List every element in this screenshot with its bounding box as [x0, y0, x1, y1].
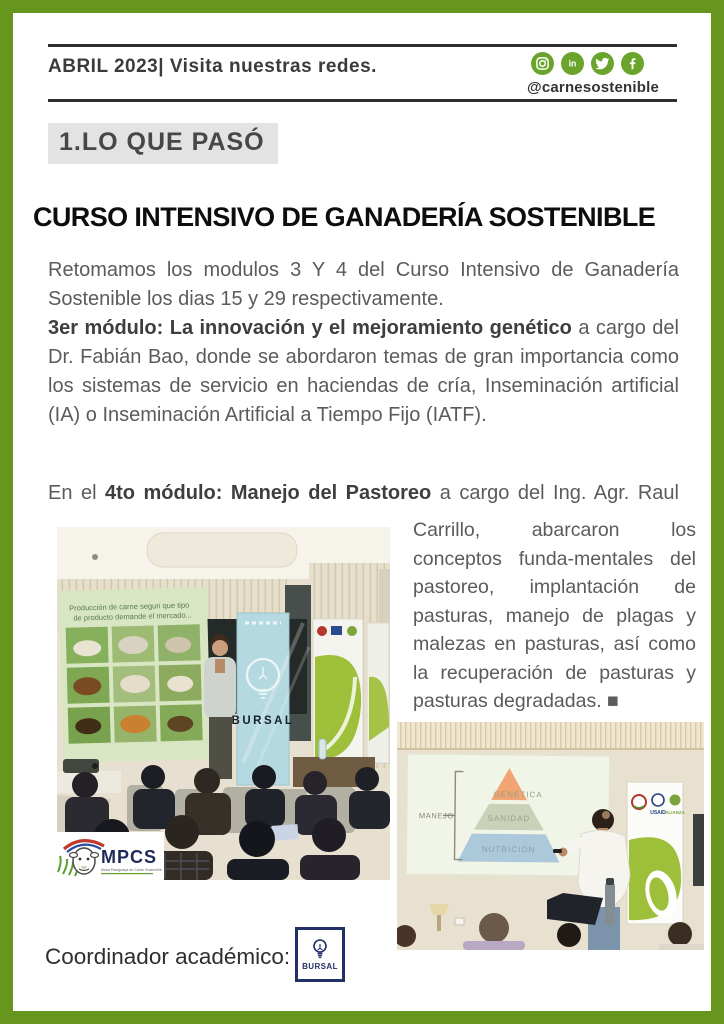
bursal-banner-label: BURSAL [231, 715, 295, 727]
article-headline: CURSO INTENSIVO DE GANADERÍA SOSTENIBLE [33, 202, 656, 232]
alianza-logo-text: ALIANZA [665, 810, 685, 815]
social-handle: @carnesostenible [527, 79, 660, 96]
header-rule-bottom [48, 99, 677, 102]
mpcs-logo-text: MPCS [101, 847, 158, 867]
paragraph-3-bold: 4to módulo: Manejo del Pastoreo [105, 482, 432, 504]
section-label: 1.LO QUE PASÓ [48, 123, 278, 164]
masthead-title: ABRIL 2023| Visita nuestras redes. [48, 56, 377, 77]
social-icons-row [531, 52, 644, 75]
pyramid-label-nutricion: NUTRICIÓN [481, 844, 536, 855]
photo-module3-classroom [57, 527, 390, 880]
paragraph-3-rest: a cargo del Ing. Agr. Raul [431, 482, 679, 504]
bursal-logo-text: BURSAL [302, 962, 338, 971]
paragraph-2-lead-bold: 3er módulo: La innovación y el mejoramiento genético [48, 317, 572, 339]
paragraph-1: Retomamos los modulos 3 Y 4 del Curso Intensivo de Ganadería Sostenible los dias 15 y 29 respectivamente. [48, 259, 679, 310]
instagram-icon[interactable] [531, 52, 554, 75]
footer-coordinator-label: Coordinador académico: [45, 944, 291, 969]
facebook-icon[interactable] [621, 52, 644, 75]
slide-title-line2: de producto demande el mercado... [73, 610, 192, 623]
svg-text:in: in [568, 58, 577, 69]
header-rule-top [48, 44, 677, 47]
paragraph-3-lead: En el [48, 482, 106, 504]
photo-module4-pyramid [397, 722, 704, 950]
paragraph-3 [48, 479, 679, 508]
pyramid-side-label: MANEJO [418, 811, 454, 821]
sponsors-banner [627, 782, 686, 924]
pyramid-label-genetica: GENÉTICA [493, 789, 543, 800]
article-body [48, 256, 679, 430]
twitter-icon[interactable] [591, 52, 614, 75]
mpcs-logo [44, 832, 164, 880]
mpcs-logo-tagline: Mesa Paraguaya de Carne Sostenible [101, 868, 162, 872]
paragraph-2-rest: a cargo del Dr. Fabián Bao, donde se abordaron temas de gran importancia como los sistemas de servicio en haciendas de cría, Inseminación artificial (IA) o Inseminación Artificial a Tiempo Fijo (IATF). [48, 317, 679, 426]
pyramid-label-sanidad: SANIDAD [487, 813, 531, 824]
usaid-logo-text: USAID [650, 810, 666, 816]
paragraph-2 [48, 314, 679, 430]
slide-title-line1: Producción de carne segun que tipo [69, 600, 190, 613]
side-column-text: Carrillo, abarcaron los conceptos funda-mentales del pastoreo, implantación de pasturas, manejo de plagas y malezas en pasturas, así como la recuperación de pasturas y pasturas degradadas. ■ [413, 519, 696, 712]
linkedin-icon[interactable] [561, 52, 584, 75]
bursal-logo [295, 927, 345, 982]
cattle-grid [66, 624, 203, 743]
lightbulb-icon [310, 938, 330, 960]
